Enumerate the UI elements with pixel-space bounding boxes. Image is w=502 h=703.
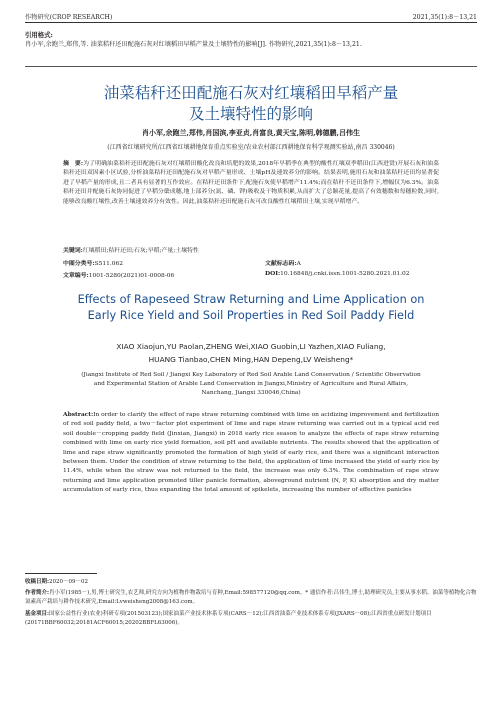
affiliation-en: [0, 371, 502, 399]
abstract-en-label: Abstract:: [63, 411, 94, 418]
author-bio-label: 作者简介:: [25, 590, 50, 596]
article-number-value: 1001-5280(2021)01-0008-06: [88, 273, 175, 279]
header-rule: [25, 22, 477, 23]
abstract-en-text: In order to clarify the effect of rape straw returning combined with lime on acidizing improvement and fertilization of red soil paddy field, a two－factor plot experiment of lime and rape straw returning was carried out in a typical acid red soil double－cropping paddy field (Jinxian, Jiangxi) in 2018 early rice season to analyze the effects of rape straw returning combined with lime on early rice yield formation, soil pH and available nutrients. The results showed that the application of lime and rape straw significantly promoted the formation of high yield of early rice, and there was a significant interaction between them. Under the condition of straw returning to the field, the application of lime increased the yield of early rice by 11.4%, while when the straw was not returned to the field, the increase was only 6.3%. The combination of rape straw returning and lime application promoted tiller panicle formation, aboveground nutrient (N, P, K) absorption and dry matter accumulation of early rice, thus expanding the total amount of spikelets, increasing the number of effective panicles: [63, 412, 439, 494]
affiliation-zh: (江西省红壤研究所/江西省红壤耕地保育重点实验室/农业农村部江西耕地保育科学观测实验站,南昌 330046): [107, 144, 395, 151]
authors-en: [0, 340, 502, 366]
footnote-rule: [25, 573, 97, 574]
title-zh-line-1: 油菜秸秆还田配施石灰对红壤稻田早稻产量: [103, 84, 399, 102]
abstract-zh: [63, 159, 439, 207]
citation-label: 引用格式:: [25, 31, 53, 39]
clc-value: S511.062: [94, 261, 124, 267]
fund-text: 国家公益性行业(农业)科研专项(201503123);国家油菜产业技术体系专项(CARS－12);江西省油菜产业技术体系专项(JXARS－08);江西省重点研发计划项目(20171BBF60032;20181ACF60015;20202BBFL63006)。: [25, 611, 432, 626]
abstract-zh-text: 为了明确油菜秸秆还田配施石灰对红壤稻田酸化改良和培肥的效果,2018年早稻季在典型的酸性红壤双季稻田(江西进贤)开展石灰和油菜秸秆还田双因素小区试验,分析油菜秸秆还田配施石灰对早稻产量形成、土壤pH及速效养分的影响。结果表明,施用石灰和油菜秸秆还田均显著促进了早稻产量的形成,且二者具有显著的互作效应。在秸秆还田条件下,配施石灰使早稻增产11.4%;而在秸秆不还田条件下,增幅仅为6.3%。油菜秸秆还田并配施石灰协同促进了早稻分蘖成穗,地上部养分(氮、磷、钾)吸收及干物质积累,从而扩大了总颖花量,提高了有效穗数和每穗粒数,同时,能够改良酸红壤性,改善土壤速效养分有效性。因此,油菜秸秆还田配施石灰可改良酸性红壤稻田土壤,实现早稻增产。: [63, 161, 439, 205]
keywords-zh-label: 关键词:: [63, 247, 83, 254]
affiliation-en-line-2: and Experimental Station of Arable Land Conservation in Jiangxi,Ministry of Agriculture and Rural Affairs,: [93, 381, 409, 388]
author-bio: 肖小军(1985－),男,博士研究生,农艺师,研究方向为植物作物栽培与育种,Email:598577120@qq.com。* 通信作者:吕伟生,博士,助理研究员,主要从事水稻、油菜等植物化合物氮素高产栽培与耕作技术研究,Email:Lvweisheng2008@163.com。: [25, 590, 477, 605]
keywords-zh: [63, 246, 439, 256]
affiliation-en-line-1: (Jiangxi Institute of Red Soil / Jiangxi Key Laboratory of Red Soil Arable Land Conservation / Scientific Observation: [81, 372, 421, 378]
title-zh: [0, 83, 502, 125]
doc-code-label: 文献标志码:: [265, 260, 297, 267]
footnote-author: [25, 589, 477, 606]
footnote-fund: [25, 610, 477, 627]
clc-number: [63, 258, 123, 267]
doi-label: DOI:: [265, 270, 281, 277]
journal-name: 作物研究(CROP RESEARCH): [25, 14, 113, 21]
title-en-line-2: Early Rice Yield and Soil Properties in Red Soil Paddy Field: [87, 309, 415, 322]
doc-code-value: A: [296, 261, 301, 267]
abstract-zh-label: 摘 要:: [63, 160, 84, 167]
authors-en-line-2: HUANG Tianbao,CHEN Ming,HAN Depeng,LV Weisheng*: [148, 355, 354, 364]
doi-value: 10.16848/j.cnki.issn.1001-5280.2021.01.02: [280, 271, 410, 277]
received-date: 2020－09－02: [49, 579, 89, 585]
doi: [265, 270, 410, 277]
article-number: [63, 270, 174, 279]
clc-label: 中图分类号:: [63, 260, 95, 267]
issue-info: 2021,35(1):8－13,21: [412, 14, 477, 21]
authors-en-line-1: XIAO Xiaojun,YU Paolan,ZHENG Wei,XIAO Guobin,LI Yazhen,XIAO Fuliang,: [116, 342, 386, 351]
citation-text: 肖小军,余跑兰,郑伟,等. 油菜秸秆还田配施石灰对红壤稻田早稻产量及土壤特性的影响[J]. 作物研究,2021,35(1):8－13,21.: [25, 41, 362, 48]
abstract-en: [63, 410, 439, 496]
title-en-line-1: Effects of Rapeseed Straw Returning and Lime Application on: [77, 293, 425, 306]
document-code: [265, 258, 301, 267]
citation-rule: [25, 66, 477, 67]
article-number-label: 文章编号:: [63, 272, 89, 279]
footnote-received: [25, 578, 477, 587]
title-en: [0, 292, 502, 324]
received-label: 收稿日期:: [25, 579, 50, 585]
title-zh-line-2: 及土壤特性的影响: [188, 105, 313, 123]
authors-zh: 肖小军,余跑兰,郑伟,肖国滨,李亚贞,肖富良,黄天宝,陈明,韩德鹏,吕伟生: [142, 128, 360, 137]
fund-label: 基金项目:: [25, 611, 50, 617]
keywords-zh-text: 红壤稻田;秸秆还田;石灰;早稻;产量;土壤特性: [82, 248, 199, 254]
running-header: [25, 12, 477, 21]
affiliation-en-line-3: Nanchang, Jiangxi 330046,China): [201, 390, 301, 397]
